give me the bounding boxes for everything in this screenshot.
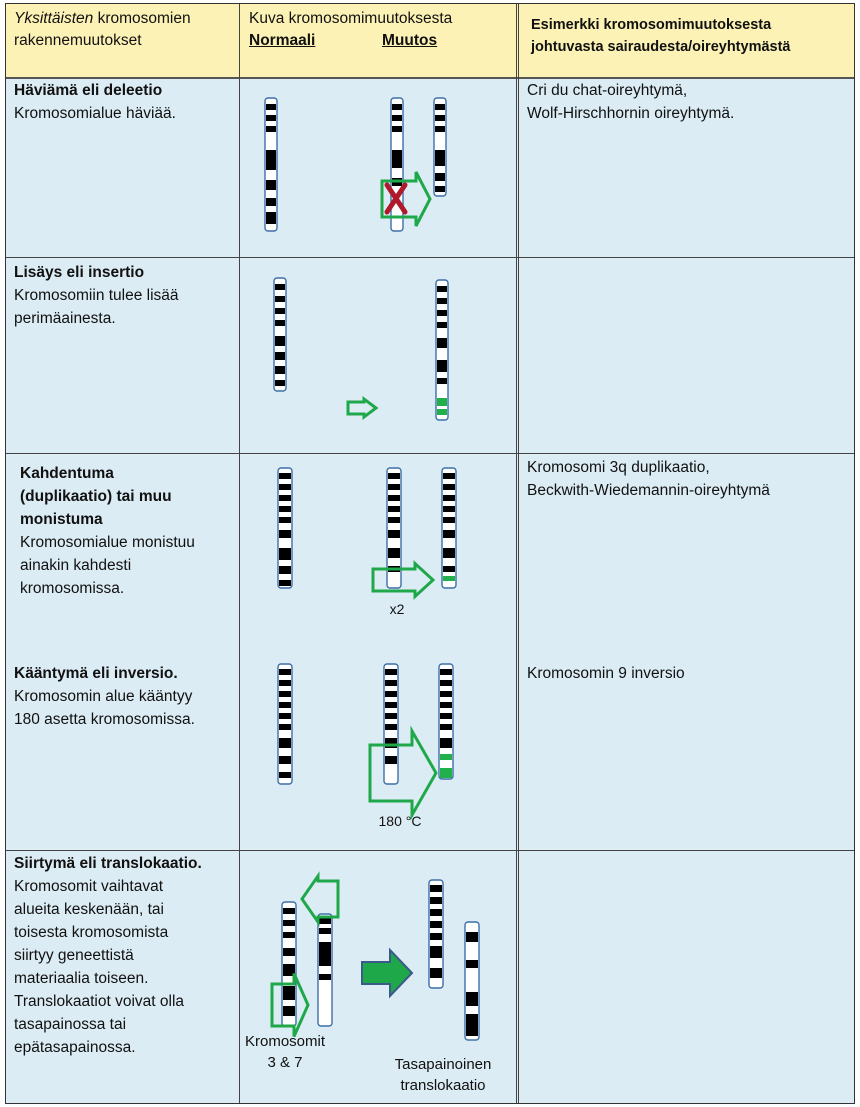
chromosome-icon [465, 922, 479, 1040]
translocation-desc-8: epätasapainossa. [14, 1039, 136, 1056]
chromosome-band [283, 1006, 295, 1016]
chromosome-band [443, 517, 455, 523]
chromosome-band [385, 691, 397, 697]
chromosome-icon [318, 914, 332, 1026]
chromosome-icon [282, 902, 296, 1026]
chromosome-band [437, 310, 447, 316]
chromosome-band [437, 409, 447, 415]
chromosome-band [437, 298, 447, 304]
deletion-title: Häviämä eli deleetio [14, 82, 163, 99]
translocation-caption-left-2: 3 & 7 [267, 1054, 303, 1071]
chromosome-band [279, 680, 291, 686]
chromosome-band [392, 115, 402, 121]
translocation-desc-3: toisesta kromosomista [14, 924, 169, 941]
chromosome-band [279, 772, 291, 778]
inversion-example-1: Kromosomin 9 inversio [527, 665, 685, 682]
chromosome-band [430, 921, 442, 928]
chromosome-band [440, 754, 452, 760]
chromosome-band [430, 968, 442, 978]
chromosome-band [435, 104, 445, 110]
chromosome-band [279, 517, 291, 523]
chromosome-band [279, 484, 291, 490]
chromosome-band [388, 506, 400, 512]
translocation-desc-2: alueita keskenään, tai [14, 901, 164, 918]
inversion-desc-1: Kromosomin alue kääntyy [14, 688, 193, 705]
arrow-right-icon [373, 564, 433, 597]
header-col1-rest: kromosomien [93, 10, 191, 27]
chromosome-band [279, 738, 291, 748]
arrow-right-icon [370, 731, 436, 815]
chromosome-band [279, 506, 291, 512]
inversion-caption: 180 °C [378, 813, 422, 829]
translocation-caption-right-2: translokaatio [400, 1077, 486, 1094]
chromosome-band [466, 1014, 478, 1036]
chromosome-band [279, 702, 291, 708]
chromosome-band [279, 756, 291, 764]
duplication-title-2: (duplikaatio) tai muu [20, 488, 172, 505]
translocation-caption-left-1: Kromosomit [244, 1033, 326, 1050]
chromosome-band [266, 104, 276, 110]
chromosome-band [266, 212, 276, 224]
header-col1-line2: rakennemuutokset [14, 32, 142, 49]
chromosome-band [435, 173, 445, 181]
header-col1-italic: Yksittäisten [14, 10, 94, 27]
translocation-title: Siirtymä eli translokaatio. [14, 855, 202, 872]
chromosome-band [392, 104, 402, 110]
chromosome-band [388, 548, 400, 558]
chromosome-band [388, 517, 400, 523]
chromosome-band [385, 713, 397, 719]
chromosome-icon [439, 664, 453, 779]
duplication-example-2: Beckwith-Wiedemannin-oireyhtymä [527, 482, 770, 499]
chromosome-band [466, 992, 478, 1006]
chromosome-band [388, 473, 400, 479]
chromosome-band [437, 338, 447, 348]
chromosome-band [275, 380, 285, 386]
duplication-example-1: Kromosomi 3q duplikaatio, [527, 459, 710, 476]
chromosome-band [440, 680, 452, 686]
insertion-title: Lisäys eli insertio [14, 264, 145, 281]
chromosome-band [392, 126, 402, 132]
chromosome-band [385, 724, 397, 730]
chromosome-band [443, 506, 455, 512]
duplication-desc-2: ainakin kahdesti [20, 557, 132, 574]
chromosome-band [430, 885, 442, 892]
header-col2-line1: Kuva kromosomimuutoksesta [249, 10, 453, 27]
arrow-right-icon [348, 399, 376, 417]
chromosome-band [266, 150, 276, 170]
chromosome-band [440, 713, 452, 719]
duplication-title-3: monistuma [20, 511, 103, 528]
chromosome-body [274, 278, 286, 391]
chromosome-band [275, 366, 285, 374]
chromosome-band [435, 150, 445, 166]
chromosome-band [275, 320, 285, 326]
translocation-desc-5: materiaalia toiseen. [14, 970, 149, 987]
chromosome-band [443, 576, 455, 581]
chromosome-band [440, 768, 452, 778]
chromosome-band [266, 126, 276, 132]
chromosome-band [466, 960, 478, 968]
chromosome-band [440, 724, 452, 730]
chromosome-body [434, 98, 446, 196]
chromosome-band [319, 928, 331, 934]
chromosome-band [279, 530, 291, 538]
chromosome-band [437, 360, 447, 372]
chromosome-band [283, 920, 295, 926]
chromosome-band [440, 702, 452, 708]
chromosome-band [385, 680, 397, 686]
chromosome-band [435, 115, 445, 121]
chromosome-icon [391, 98, 403, 231]
translocation-desc-7: tasapainossa tai [14, 1016, 127, 1033]
chromosome-band [437, 378, 447, 384]
chromosome-band [388, 530, 400, 538]
chromosome-band [283, 986, 295, 1000]
translocation-desc-6: Translokaatiot voivat olla [14, 993, 185, 1010]
chromosome-band [435, 186, 445, 192]
chromosome-band [279, 473, 291, 479]
chromosome-icon [434, 98, 446, 196]
insertion-desc-1: Kromosomiin tulee lisää [14, 287, 179, 304]
chromosome-band [266, 180, 276, 190]
chromosome-band [275, 284, 285, 290]
deletion-example-2: Wolf-Hirschhornin oireyhtymä. [527, 105, 735, 122]
translocation-caption-right-1: Tasapainoinen [394, 1056, 492, 1073]
chromosome-band [279, 495, 291, 501]
big-arrow-right-icon [362, 950, 412, 996]
chromosome-band [266, 115, 276, 121]
chromosome-band [443, 484, 455, 490]
chromosome-band [275, 336, 285, 346]
chromosome-band [385, 669, 397, 675]
chromosome-band [279, 580, 291, 586]
chromosome-band [275, 352, 285, 360]
chromosome-icon [278, 468, 292, 588]
header-col3-line2: johtuvasta sairaudesta/oireyhtymästä [531, 39, 791, 55]
chromosome-icon [384, 664, 398, 784]
chromosome-band [283, 948, 295, 956]
chromosome-icon [436, 280, 448, 420]
header-col3-line1: Esimerkki kromosomimuutoksesta [531, 17, 772, 33]
chromosome-band [385, 756, 397, 764]
chromosome-band [440, 738, 452, 748]
chromosome-band [440, 669, 452, 675]
chromosome-band [283, 932, 295, 938]
translocation-desc-1: Kromosomit vaihtavat [14, 878, 164, 895]
insertion-desc-2: perimäainesta. [14, 310, 116, 327]
chromosome-band [430, 933, 442, 940]
arrow-right-icon [382, 172, 430, 226]
chromosome-band [275, 296, 285, 302]
chromosome-band [279, 566, 291, 574]
chromosome-band [279, 691, 291, 697]
deletion-desc: Kromosomialue häviää. [14, 105, 176, 122]
inversion-title: Kääntymä eli inversio. [14, 665, 178, 682]
chromosome-band [319, 974, 331, 980]
duplication-desc-3: kromosomissa. [20, 580, 125, 597]
chromosome-band [443, 566, 455, 572]
chromosome-band [279, 724, 291, 730]
chromosome-band [283, 908, 295, 914]
chromosome-band [392, 150, 402, 168]
duplication-desc-1: Kromosomialue monistuu [20, 534, 195, 551]
chromosome-band [385, 702, 397, 708]
deletion-example-1: Cri du chat-oireyhtymä, [527, 82, 688, 99]
chromosome-band [440, 691, 452, 697]
chromosome-icon [442, 468, 456, 588]
chromosome-band [443, 495, 455, 501]
chromosome-band [443, 473, 455, 479]
chromosome-band [319, 942, 331, 966]
chromosome-band [279, 548, 291, 560]
header-normal-label: Normaali [249, 32, 316, 49]
chromosome-band [437, 322, 447, 328]
chromosome-band [437, 398, 447, 406]
chromosome-icon [265, 98, 277, 231]
chromosome-band [275, 308, 285, 314]
chromosome-icon [274, 278, 286, 391]
inversion-desc-2: 180 asetta kromosomissa. [14, 711, 195, 728]
chromosome-band [279, 669, 291, 675]
translocation-desc-4: siirtyy geneettistä [14, 947, 134, 964]
chromosome-band [279, 713, 291, 719]
chromosome-icon [278, 664, 292, 784]
chromosome-band [266, 198, 276, 206]
chromosome-band [443, 548, 455, 558]
chromosome-band [443, 530, 455, 538]
chromosome-band [430, 909, 442, 916]
duplication-title-1: Kahdentuma [20, 465, 114, 482]
chromosome-band [430, 897, 442, 904]
header-change-label: Muutos [382, 32, 438, 49]
chromosome-band [388, 484, 400, 490]
chromosome-band [466, 932, 478, 942]
chromosome-band [435, 126, 445, 132]
chromosome-icon [429, 880, 443, 988]
chromosome-band [319, 918, 331, 924]
chromosome-band [437, 286, 447, 292]
chromosome-band [388, 495, 400, 501]
chromosome-band [430, 946, 442, 958]
duplication-caption: x2 [389, 601, 405, 617]
